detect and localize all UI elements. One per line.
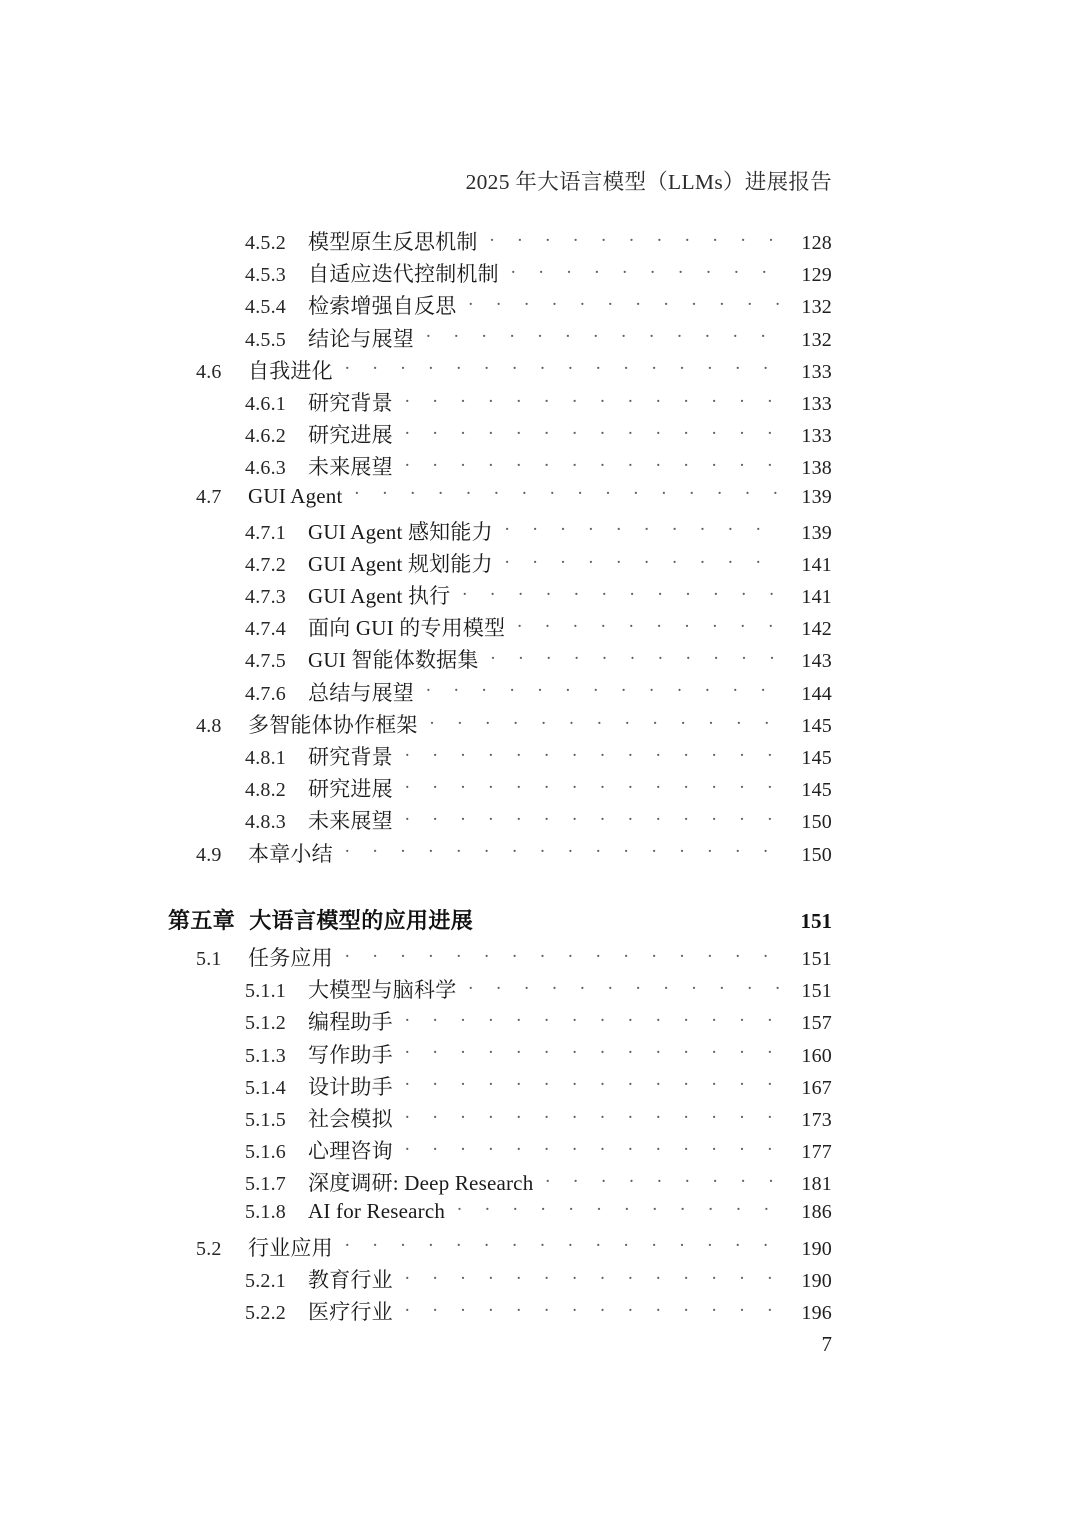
toc-entry[interactable]	[168, 1296, 832, 1328]
toc-entry-number: 5.2.2	[245, 1302, 286, 1324]
toc-entry-number: 4.5.4	[245, 296, 286, 319]
toc-dot-leader	[430, 716, 784, 732]
toc-dot-leader	[426, 330, 784, 346]
toc-entry[interactable]	[168, 1264, 832, 1296]
toc-dot-leader	[517, 619, 784, 635]
toc-entry-page-number: 139	[801, 521, 832, 544]
toc-entry-title: 行业应用	[248, 1235, 333, 1260]
toc-chapter-heading[interactable]	[168, 904, 832, 936]
toc-entry-number: 4.7.6	[245, 682, 286, 705]
toc-entry-number: 4.8.1	[245, 747, 286, 769]
toc-entry[interactable]	[168, 290, 832, 322]
toc-entry-page-number: 186	[801, 1201, 832, 1224]
toc-dot-leader	[505, 523, 784, 539]
page-folio: 7	[821, 1332, 832, 1356]
toc-dot-leader	[490, 233, 784, 249]
toc-dot-leader	[405, 1013, 784, 1029]
toc-entry-title: 研究背景	[308, 390, 393, 415]
toc-entry[interactable]	[168, 677, 832, 709]
toc-entry-page-number: 177	[801, 1141, 832, 1164]
toc-entry-page-number: 190	[801, 1237, 832, 1260]
toc-entry-title: 自适应迭代控制机制	[308, 262, 499, 287]
toc-entry-page-number: 157	[801, 1012, 832, 1035]
toc-entry-page-number: 133	[801, 425, 832, 448]
toc-entry-number: 4.6	[196, 360, 222, 383]
chapter-title: 大语言模型的应用进展	[249, 907, 474, 933]
toc-entry-title: 面向 GUI 的专用模型	[308, 616, 506, 641]
toc-entry-title: 医疗行业	[308, 1300, 393, 1324]
toc-entry[interactable]	[168, 1103, 832, 1135]
toc-dot-leader	[468, 297, 784, 313]
toc-entry[interactable]	[168, 1232, 832, 1264]
toc-entry-page-number: 151	[801, 947, 832, 970]
toc-entry[interactable]	[168, 548, 832, 580]
toc-entry[interactable]	[168, 387, 832, 419]
toc-entry-title: 本章小结	[248, 841, 333, 866]
toc-dot-leader	[545, 1174, 784, 1190]
toc-entry[interactable]	[168, 516, 832, 548]
toc-entry-number: 5.2.1	[245, 1269, 286, 1292]
toc-entry-number: 4.8.3	[245, 811, 286, 834]
toc-entry-page-number: 128	[801, 232, 832, 254]
toc-entry-number: 4.8	[196, 714, 222, 737]
toc-entry-title: 研究背景	[308, 745, 393, 769]
toc-entry-number: 4.7	[196, 485, 222, 508]
toc-entry-page-number: 151	[801, 980, 832, 1003]
toc-entry-title: GUI Agent	[248, 483, 343, 508]
toc-dot-leader	[405, 780, 784, 796]
toc-entry[interactable]	[168, 612, 832, 644]
toc-entry[interactable]	[168, 226, 832, 258]
running-header: 2025 年大语言模型（LLMs）进展报告	[465, 170, 832, 194]
toc-entry-page-number: 167	[801, 1076, 832, 1099]
toc-entry-title: 自我进化	[248, 358, 333, 383]
toc-entry[interactable]	[168, 1199, 832, 1231]
toc-entry-number: 5.1.3	[245, 1044, 286, 1067]
toc-dot-leader	[405, 426, 784, 442]
toc-entry-page-number: 160	[801, 1044, 832, 1067]
toc-entry-page-number: 132	[801, 328, 832, 351]
toc-entry-number: 4.7.2	[245, 553, 286, 576]
toc-entry-number: 4.7.3	[245, 586, 286, 609]
toc-entry-title: 未来展望	[308, 455, 393, 480]
toc-entry-title: 写作助手	[308, 1042, 393, 1067]
toc-entry-title: GUI Agent 规划能力	[308, 551, 493, 576]
toc-entry[interactable]	[168, 805, 832, 837]
toc-dot-leader	[345, 1239, 784, 1255]
toc-dot-leader	[468, 981, 784, 997]
toc-entry-number: 4.7.5	[245, 650, 286, 673]
toc-entry-number: 5.1.5	[245, 1108, 286, 1131]
toc-entry-number: 5.1	[196, 947, 222, 970]
toc-entry-page-number: 145	[801, 747, 832, 769]
toc-dot-leader	[505, 555, 784, 571]
toc-entry-page-number: 150	[801, 811, 832, 834]
toc-entry[interactable]	[168, 709, 832, 741]
toc-entry-title: 多智能体协作框架	[248, 712, 418, 737]
toc-dot-leader	[355, 487, 784, 503]
toc-entry-title: 未来展望	[308, 809, 393, 834]
toc-section-chapter-four	[168, 226, 832, 870]
toc-dot-leader	[405, 1078, 784, 1094]
toc-entry-number: 4.8.2	[245, 779, 286, 802]
toc-dot-leader	[405, 1110, 784, 1126]
toc-entry-page-number: 143	[801, 650, 832, 673]
toc-dot-leader	[405, 812, 784, 828]
toc-entry[interactable]	[168, 741, 832, 773]
toc-entry-title: 设计助手	[308, 1074, 393, 1099]
toc-entry-number: 4.6.3	[245, 457, 286, 480]
toc-entry-title: 结论与展望	[308, 326, 414, 351]
toc-entry-number: 5.1.7	[245, 1173, 286, 1196]
toc-entry[interactable]	[168, 451, 832, 483]
chapter-label: 第五章	[168, 907, 236, 933]
toc-entry-title: 研究进展	[308, 777, 393, 802]
toc-entry-page-number: 145	[801, 779, 832, 802]
toc-dot-leader	[491, 651, 784, 667]
toc-entry[interactable]	[168, 1006, 832, 1038]
toc-entry-page-number: 133	[801, 392, 832, 415]
toc-entry-number: 4.7.4	[245, 618, 286, 641]
toc-entry-number: 4.6.2	[245, 425, 286, 448]
toc-entry-title: 编程助手	[308, 1010, 393, 1035]
toc-entry[interactable]	[168, 942, 832, 974]
toc-entry-number: 5.1.1	[245, 980, 286, 1003]
toc-entry-page-number: 141	[801, 586, 832, 609]
toc-entry-title: 模型原生反思机制	[308, 230, 478, 254]
toc-entry-title: 总结与展望	[308, 680, 414, 705]
toc-entry[interactable]	[168, 974, 832, 1006]
toc-entry-title: 研究进展	[308, 423, 393, 448]
toc-section-chapter-five	[168, 942, 832, 1328]
toc-dot-leader	[462, 587, 784, 603]
toc-entry-title: GUI 智能体数据集	[308, 648, 479, 673]
toc-entry[interactable]	[168, 838, 832, 870]
toc-entry-title: 任务应用	[248, 945, 333, 970]
toc-entry-page-number: 129	[801, 264, 832, 287]
toc-entry-page-number: 142	[801, 618, 832, 641]
toc-entry-number: 4.5.2	[245, 232, 286, 254]
toc-entry-number: 4.7.1	[245, 521, 286, 544]
toc-entry-page-number: 196	[801, 1302, 832, 1324]
toc-entry[interactable]	[168, 258, 832, 290]
toc-entry-title: GUI Agent 执行	[308, 584, 451, 609]
toc-dot-leader	[345, 845, 784, 861]
toc-entry-title: 心理咨询	[308, 1139, 393, 1164]
toc-entry-page-number: 144	[801, 682, 832, 705]
toc-entry-page-number: 145	[801, 714, 832, 737]
toc-entry-title: 深度调研: Deep Research	[308, 1171, 534, 1196]
toc-entry-number: 5.1.4	[245, 1076, 286, 1099]
toc-dot-leader	[457, 1202, 784, 1218]
toc-entry-title: 社会模拟	[308, 1106, 393, 1131]
toc-entry[interactable]	[168, 773, 832, 805]
toc-entry-number: 5.1.6	[245, 1141, 286, 1164]
toc-entry[interactable]	[168, 580, 832, 612]
toc-dot-leader	[405, 748, 784, 764]
toc-entry-title: 教育行业	[308, 1267, 393, 1292]
toc-dot-leader	[511, 265, 784, 281]
toc-dot-leader	[426, 684, 784, 700]
toc-dot-leader	[405, 394, 784, 410]
toc-dot-leader	[405, 1142, 784, 1158]
toc-entry-title: GUI Agent 感知能力	[308, 519, 493, 544]
toc-dot-leader	[345, 362, 784, 378]
table-of-contents	[168, 226, 832, 1328]
toc-entry-page-number: 138	[801, 457, 832, 480]
toc-entry-page-number: 141	[801, 553, 832, 576]
toc-entry-number: 5.1.8	[245, 1201, 286, 1224]
toc-entry[interactable]	[168, 323, 832, 355]
toc-entry-page-number: 139	[801, 485, 832, 508]
toc-entry-number: 5.2	[196, 1237, 222, 1260]
toc-entry-title: 检索增强自反思	[308, 294, 457, 319]
toc-entry-number: 5.1.2	[245, 1012, 286, 1035]
toc-dot-leader	[345, 949, 784, 965]
toc-entry-number: 4.5.5	[245, 328, 286, 351]
toc-entry[interactable]	[168, 419, 832, 451]
toc-dot-leader	[405, 1046, 784, 1062]
toc-entry-number: 4.5.3	[245, 264, 286, 287]
toc-entry[interactable]	[168, 355, 832, 387]
toc-entry[interactable]	[168, 1039, 832, 1071]
toc-entry-page-number: 150	[801, 843, 832, 866]
toc-entry[interactable]	[168, 1071, 832, 1103]
toc-entry-page-number: 190	[801, 1269, 832, 1292]
toc-entry-page-number: 181	[801, 1173, 832, 1196]
toc-entry[interactable]	[168, 484, 832, 516]
toc-dot-leader	[405, 1271, 784, 1287]
toc-entry[interactable]	[168, 1167, 832, 1199]
toc-entry-page-number: 132	[801, 296, 832, 319]
toc-dot-leader	[405, 1303, 784, 1319]
toc-entry-number: 4.6.1	[245, 392, 286, 415]
toc-entry[interactable]	[168, 644, 832, 676]
toc-entry-page-number: 133	[801, 360, 832, 383]
chapter-page-number: 151	[800, 908, 832, 933]
toc-entry[interactable]	[168, 1135, 832, 1167]
toc-entry-title: 大模型与脑科学	[308, 978, 457, 1003]
toc-entry-number: 4.9	[196, 843, 222, 866]
toc-entry-page-number: 173	[801, 1108, 832, 1131]
toc-entry-title: AI for Research	[308, 1199, 446, 1224]
toc-dot-leader	[405, 458, 784, 474]
